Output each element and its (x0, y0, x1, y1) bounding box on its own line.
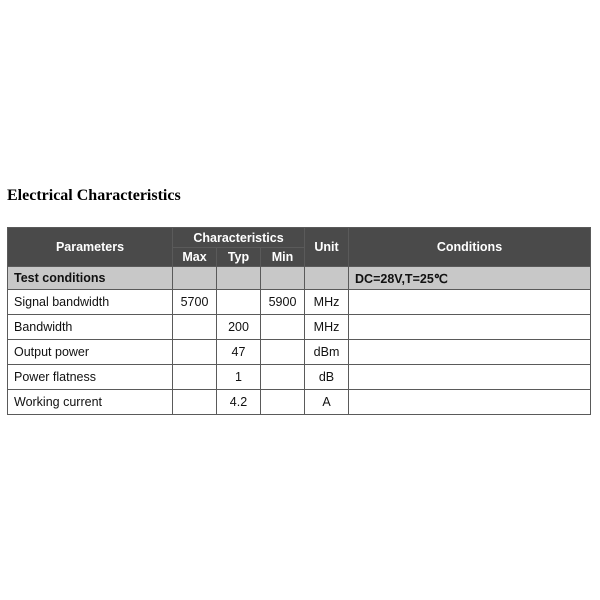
header-unit: Unit (305, 228, 349, 267)
row-typ: 1 (217, 365, 261, 390)
table-cell (173, 267, 217, 290)
test-conditions-row (8, 267, 591, 290)
header-parameters: Parameters (8, 228, 173, 267)
row-max (173, 340, 217, 365)
row-unit: A (305, 390, 349, 415)
row-parameter: Output power (8, 340, 173, 365)
test-conditions-value: DC=28V,T=25℃ (349, 267, 591, 290)
table-cell (217, 267, 261, 290)
header-max: Max (173, 248, 217, 267)
row-unit: dB (305, 365, 349, 390)
table-row (8, 365, 591, 390)
row-conditions (349, 290, 591, 315)
table-row (8, 315, 591, 340)
section-heading: Electrical Characteristics (7, 187, 181, 204)
row-parameter: Power flatness (8, 365, 173, 390)
table-row (8, 290, 591, 315)
row-max (173, 315, 217, 340)
row-min (261, 390, 305, 415)
row-typ (217, 290, 261, 315)
row-typ: 200 (217, 315, 261, 340)
header-min: Min (261, 248, 305, 267)
row-min (261, 315, 305, 340)
table-cell (305, 267, 349, 290)
row-min (261, 365, 305, 390)
row-max (173, 390, 217, 415)
table-row (8, 390, 591, 415)
row-parameter: Signal bandwidth (8, 290, 173, 315)
row-unit: dBm (305, 340, 349, 365)
table-cell (261, 267, 305, 290)
row-max: 5700 (173, 290, 217, 315)
table-row (8, 340, 591, 365)
row-min (261, 340, 305, 365)
row-typ: 47 (217, 340, 261, 365)
row-conditions (349, 390, 591, 415)
row-max (173, 365, 217, 390)
header-conditions: Conditions (349, 228, 591, 267)
header-typ: Typ (217, 248, 261, 267)
row-conditions (349, 365, 591, 390)
row-conditions (349, 340, 591, 365)
row-parameter: Bandwidth (8, 315, 173, 340)
row-parameter: Working current (8, 390, 173, 415)
electrical-characteristics-table (7, 227, 591, 415)
row-typ: 4.2 (217, 390, 261, 415)
header-characteristics: Characteristics (173, 228, 305, 248)
row-min: 5900 (261, 290, 305, 315)
row-unit: MHz (305, 315, 349, 340)
row-unit: MHz (305, 290, 349, 315)
row-conditions (349, 315, 591, 340)
test-conditions-label: Test conditions (8, 267, 173, 290)
